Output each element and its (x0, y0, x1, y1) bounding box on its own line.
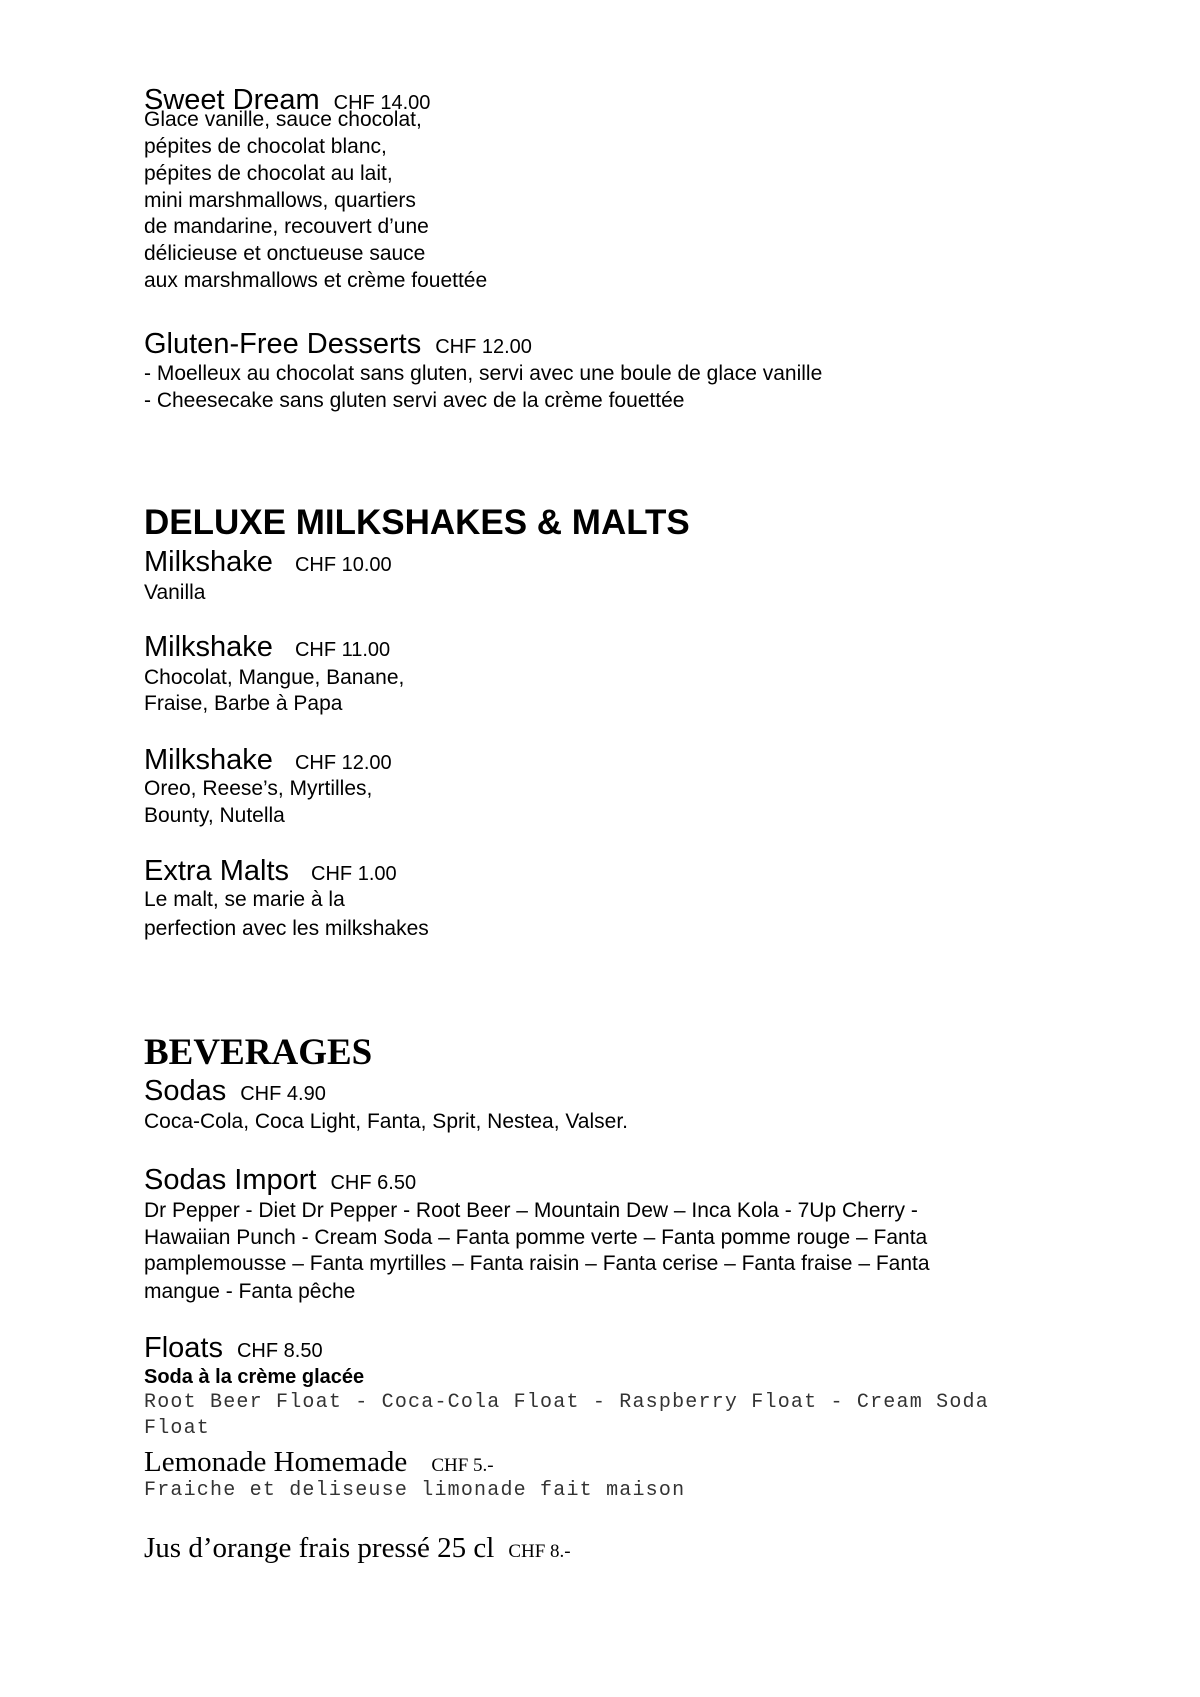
item-desc: Oreo, Reese’s, Myrtilles, (144, 777, 373, 800)
item-price: CHF 1.00 (311, 863, 397, 885)
item-name: Floats (144, 1332, 223, 1364)
item-name: Milkshake (144, 546, 273, 578)
item-desc: Root Beer Float - Coca-Cola Float - Raspberry Float - Cream Soda (144, 1391, 989, 1414)
menu-item-sodas (144, 1076, 326, 1111)
item-desc: pamplemousse – Fanta myrtilles – Fanta raisin – Fanta cerise – Fanta fraise – Fanta (144, 1252, 930, 1275)
item-desc: de mandarine, recouvert d’une (144, 215, 429, 238)
item-name: Jus d’orange frais pressé 25 cl (144, 1532, 495, 1564)
item-desc: Le malt, se marie à la (144, 888, 345, 911)
item-name: Gluten-Free Desserts (144, 328, 422, 360)
item-price: CHF 10.00 (294, 554, 392, 576)
item-desc: Float (144, 1417, 211, 1440)
item-price: CHF 14.00 (333, 92, 431, 114)
menu-item-milkshake (144, 632, 390, 667)
item-price: CHF 12.00 (435, 336, 532, 358)
item-name: Extra Malts (144, 855, 290, 887)
item-desc: pépites de chocolat blanc, (144, 135, 387, 158)
item-desc: Glace vanille, sauce chocolat, (144, 108, 422, 131)
item-desc: Bounty, Nutella (144, 804, 285, 827)
item-name: Sweet Dream (144, 84, 320, 116)
item-desc: délicieuse et onctueuse sauce (144, 242, 426, 265)
item-desc: mangue - Fanta pêche (144, 1280, 356, 1303)
item-price: CHF 11.00 (294, 639, 391, 661)
item-subtitle: Soda à la crème glacée (144, 1366, 365, 1388)
item-price: CHF 8.50 (236, 1340, 323, 1362)
item-price: CHF 12.00 (294, 752, 392, 774)
item-price: CHF 4.90 (240, 1083, 326, 1105)
item-name: Sodas (144, 1075, 227, 1107)
item-desc: Chocolat, Mangue, Banane, (144, 666, 405, 689)
item-desc: - Cheesecake sans gluten servi avec de la crème fouettée (144, 389, 685, 412)
section-heading-milkshakes: DELUXE MILKSHAKES & MALTS (144, 503, 690, 542)
item-desc: Fraiche et deliseuse limonade fait maison (144, 1479, 686, 1502)
item-desc: mini marshmallows, quartiers (144, 189, 416, 212)
menu-item-sodas-import (144, 1165, 416, 1200)
item-desc: Coca-Cola, Coca Light, Fanta, Sprit, Nestea, Valser. (144, 1110, 629, 1133)
item-desc: Dr Pepper - Diet Dr Pepper - Root Beer – Mountain Dew – Inca Kola - 7Up Cherry - (144, 1199, 918, 1222)
item-name: Milkshake (144, 631, 273, 663)
item-name: Sodas Import (144, 1164, 317, 1196)
item-price: CHF 6.50 (330, 1172, 417, 1194)
menu-item-milkshake (144, 547, 392, 582)
item-desc: Hawaiian Punch - Cream Soda – Fanta pomme verte – Fanta pomme rouge – Fanta (144, 1226, 928, 1249)
item-price: CHF 8.- (508, 1541, 571, 1562)
item-desc: perfection avec les milkshakes (144, 917, 429, 940)
item-name: Lemonade Homemade (144, 1446, 408, 1478)
item-desc: aux marshmallows et crème fouettée (144, 269, 488, 292)
section-heading-beverages: BEVERAGES (144, 1032, 373, 1073)
item-price: CHF 5.- (431, 1455, 494, 1476)
item-name: Milkshake (144, 744, 273, 776)
item-desc: Vanilla (144, 581, 206, 604)
item-desc: Fraise, Barbe à Papa (144, 692, 343, 715)
item-desc: pépites de chocolat au lait, (144, 162, 393, 185)
menu-item-orange-juice (144, 1533, 571, 1568)
item-desc: - Moelleux au chocolat sans gluten, servi avec une boule de glace vanille (144, 362, 823, 385)
